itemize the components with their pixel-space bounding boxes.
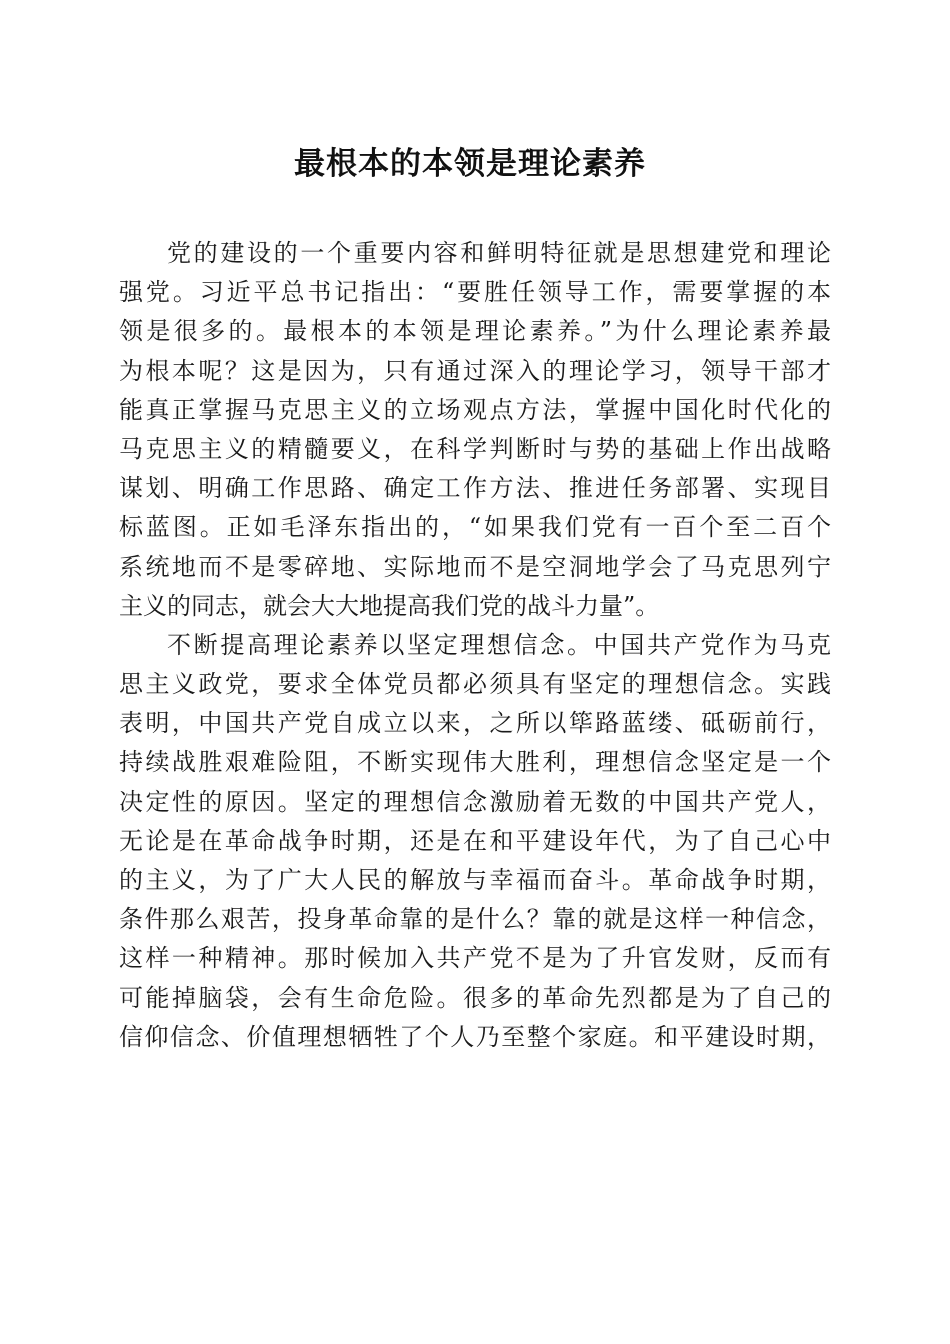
text-line: 系统地而不是零碎地、实际地而不是空洞地学会了马克思列宁: [119, 552, 831, 581]
text-line: 能真正掌握马克思主义的立场观点方法，掌握中国化时代化的: [119, 395, 831, 424]
text-line: 信仰信念、价值理想牺牲了个人乃至整个家庭。和平建设时期，: [119, 1022, 831, 1051]
text-line: 马克思主义的精髓要义，在科学判断时与势的基础上作出战略: [119, 434, 831, 463]
text-line: 为根本呢？这是因为，只有通过深入的理论学习，领导干部才: [119, 356, 831, 385]
text-line: 谋划、明确工作思路、确定工作方法、推进任务部署、实现目: [119, 474, 831, 503]
paragraph-2: [119, 626, 831, 1057]
text-line: 不断提高理论素养以坚定理想信念。中国共产党作为马克: [167, 630, 831, 659]
text-line: 思主义政党，要求全体党员都必须具有坚定的理想信念。实践: [119, 670, 831, 699]
text-line: 领是很多的。最根本的本领是理论素养。”为什么理论素养最: [119, 317, 831, 346]
document-body: [119, 234, 831, 1057]
text-line: 条件那么艰苦，投身革命靠的是什么？靠的就是这样一种信念，: [119, 905, 831, 934]
text-line: 的主义，为了广大人民的解放与幸福而奋斗。革命战争时期，: [119, 866, 831, 894]
text-line: 主义的同志，就会大大地提高我们党的战斗力量”。: [119, 591, 660, 620]
text-line: 决定性的原因。坚定的理想信念激励着无数的中国共产党人，: [119, 787, 831, 816]
text-line: 强党。习近平总书记指出：“要胜任领导工作，需要掌握的本: [119, 278, 831, 307]
text-line: 可能掉脑袋，会有生命危险。很多的革命先烈都是为了自己的: [119, 983, 831, 1012]
text-line: 这样一种精神。那时候加入共产党不是为了升官发财，反而有: [119, 944, 831, 973]
text-line: 党的建设的一个重要内容和鲜明特征就是思想建党和理论: [167, 239, 831, 267]
text-line: 无论是在革命战争时期，还是在和平建设年代，为了自己心中: [119, 826, 831, 855]
text-line: 表明，中国共产党自成立以来，之所以筚路蓝缕、砥砺前行，: [119, 709, 831, 738]
text-line: 持续战胜艰难险阻，不断实现伟大胜利，理想信念坚定是一个: [119, 748, 831, 777]
document-title: 最根本的本领是理论素养: [294, 146, 646, 182]
text-line: 标蓝图。正如毛泽东指出的，“如果我们党有一百个至二百个: [119, 513, 831, 542]
paragraph-1: [119, 234, 831, 626]
